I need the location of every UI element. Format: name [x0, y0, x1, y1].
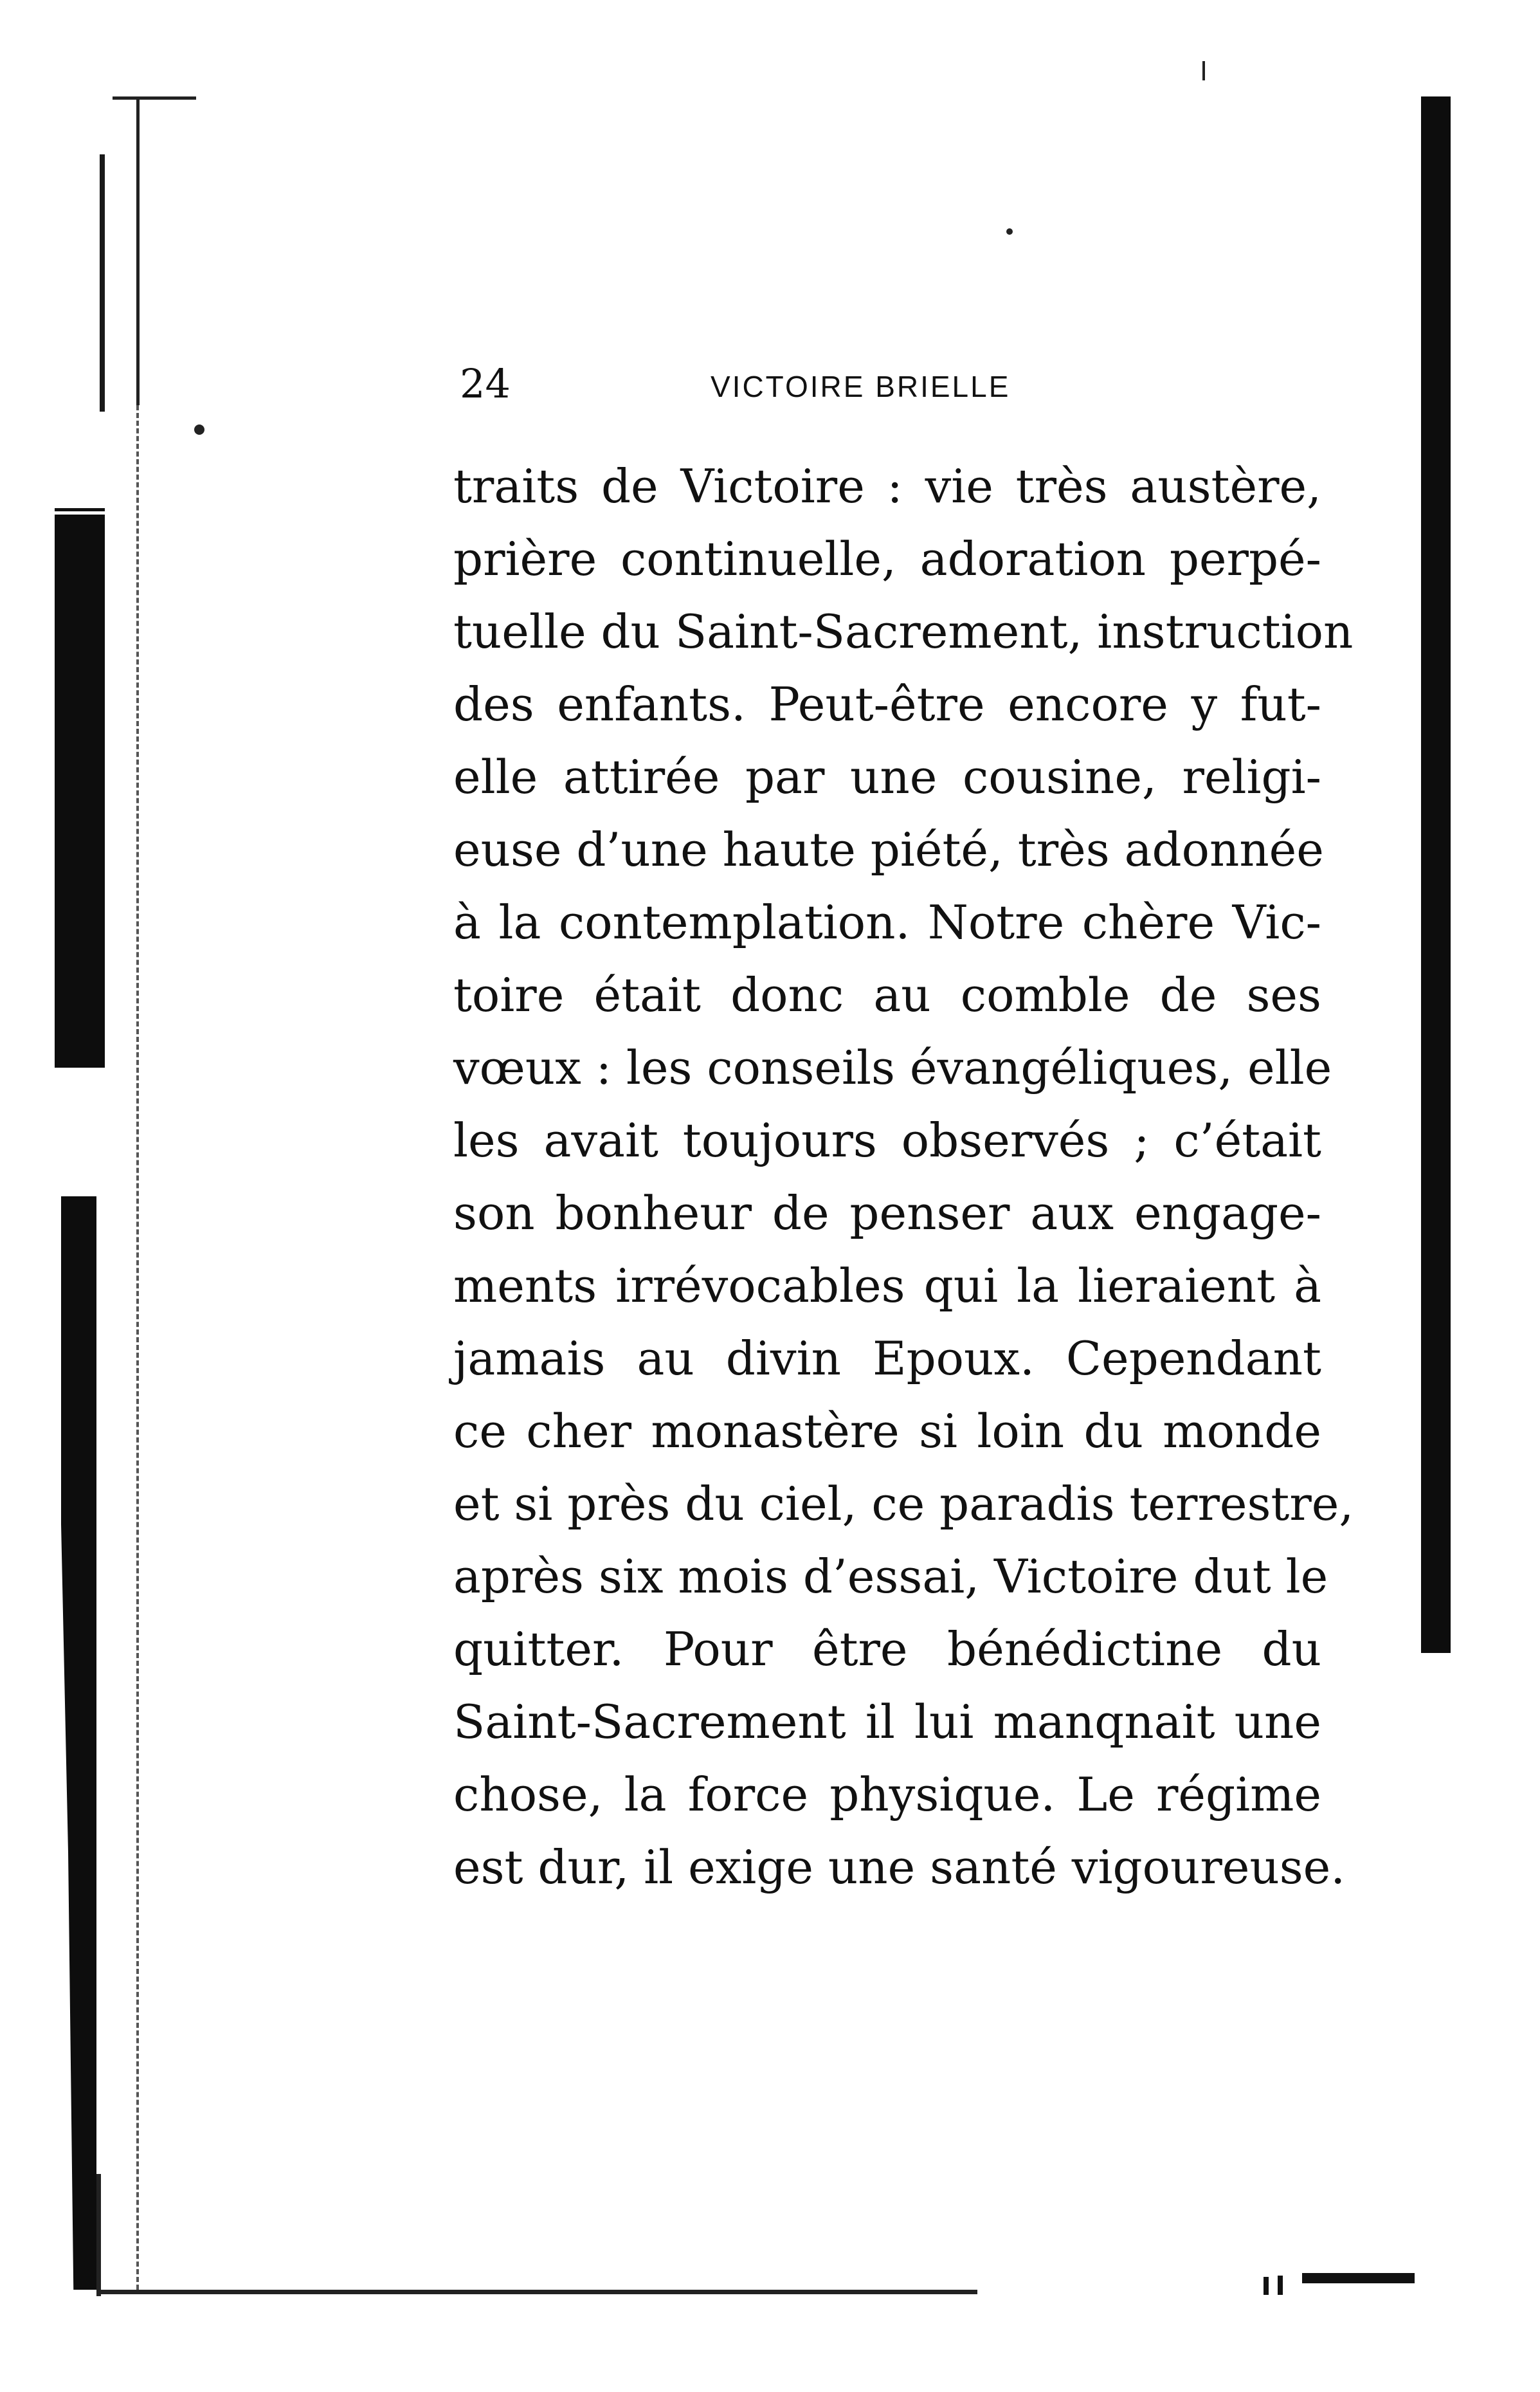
text-line: à la contemplation. Notre chère Vic- [453, 895, 1321, 949]
scan-edge-marks-bottom-right [1264, 2270, 1418, 2296]
page-number: 24 [460, 360, 511, 407]
scan-speck [194, 425, 204, 435]
text-line: vœux : les conseils évangéliques, elle [453, 1041, 1332, 1095]
text-line: quitter. Pour être bénédictine du [453, 1622, 1321, 1676]
text-line: elle attirée par une cousine, religi- [453, 750, 1321, 804]
scan-edge-dotted-left [136, 405, 139, 2290]
text-line: toire était donc au comble de ses [453, 968, 1321, 1022]
text-line: les avait toujours observés ; c’était [453, 1113, 1321, 1167]
text-line: prière continuelle, adoration perpé- [453, 532, 1321, 586]
text-line: est dur, il exige une santé vigoureuse. [453, 1840, 1346, 1894]
text-line: ce cher monastère si loin du monde [453, 1404, 1321, 1458]
text-line: jamais au divin Epoux. Cependant [453, 1331, 1321, 1385]
scan-speck [1006, 228, 1013, 235]
text-line: des enfants. Peut-être encore y fut- [453, 677, 1321, 731]
text-line: son bonheur de penser aux engage- [453, 1186, 1321, 1240]
scan-edge-rule-bottom [96, 2290, 977, 2294]
scan-speck [1202, 61, 1205, 80]
text-line: tuelle du Saint-Sacrement, instruction [453, 605, 1354, 659]
text-line: après six mois d’essai, Victoire dut le [453, 1549, 1328, 1603]
scan-edge-bar-left-1 [100, 154, 105, 412]
text-line: Saint-Sacrement il lui manqnait une [453, 1695, 1321, 1749]
scan-edge-rule-top [113, 96, 196, 100]
scan-edge-bar-left-3 [61, 1196, 96, 2290]
running-header [460, 360, 1347, 418]
body-paragraph [453, 450, 1354, 1904]
text-line: ments irrévocables qui la lieraient à [453, 1259, 1321, 1313]
scan-edge-bar-left-2 [55, 515, 105, 1068]
scan-edge-corner-bottom-left [96, 2174, 101, 2296]
scan-edge-rule-left [136, 96, 140, 405]
text-line: traits de Victoire : vie très austère, [453, 459, 1321, 513]
running-title: VICTOIRE BRIELLE [711, 370, 1011, 403]
text-line: et si près du ciel, ce paradis terrestre, [453, 1477, 1354, 1531]
text-line: euse d’une haute piété, très adonnée [453, 823, 1324, 877]
scan-edge-shadow-right [1421, 96, 1451, 1653]
text-line: chose, la force physique. Le régime [453, 1767, 1321, 1821]
